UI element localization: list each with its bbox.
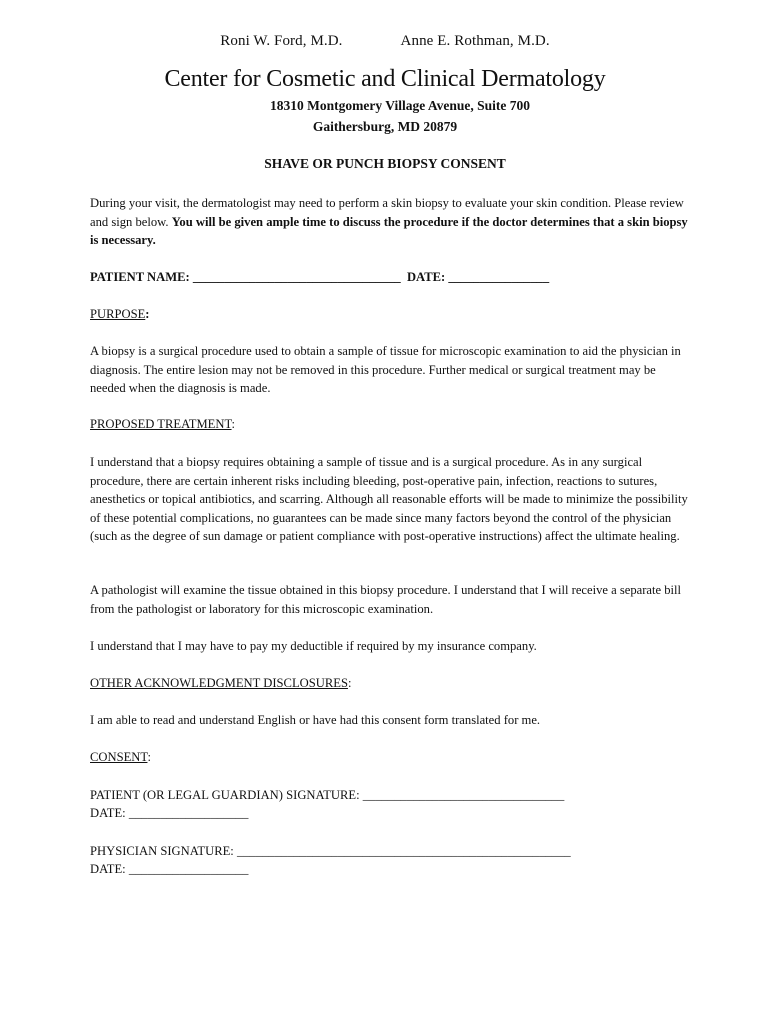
proposed-treatment-paragraph-3: I understand that I may have to pay my deductible if required by my insurance company. — [90, 639, 537, 653]
doctor-name-1: Roni W. Ford, M.D. — [220, 33, 343, 49]
other-disclosures-heading-line — [90, 674, 690, 693]
consent-heading-line — [90, 748, 690, 767]
proposed-treatment-heading: PROPOSED TREATMENT — [90, 417, 232, 431]
other-disclosures-heading: OTHER ACKNOWLEDGMENT DISCLOSURES — [90, 676, 348, 690]
physician-signature-field[interactable]: _____________________________________________________ — [236, 844, 571, 858]
patient-signature-label: PATIENT (OR LEGAL GUARDIAN) SIGNATURE: — [90, 788, 363, 802]
intro-bold-text: You will be given ample time to discuss the procedure if the doctor determines that a skin biopsy is necessary. — [90, 214, 688, 247]
physician-signature-date-field[interactable]: ___________________ — [128, 862, 249, 876]
other-disclosures-colon: : — [347, 676, 352, 690]
patient-name-label: PATIENT NAME: — [90, 270, 193, 284]
proposed-treatment-paragraph-1: I understand that a biopsy requires obtaining a sample of tissue and is a surgical procedure. As in any surgical procedure, there are certain inherent risks including bleeding, post-operative pain, infection, reactions to sutures, anesthetics or topical antibiotics, and scarring. Although all reasonable efforts will be made to minimize the possibility of these potential complications, no guarantees can be made since many factors beyond the control of the physician (such as the degree of sun damage or patient compliance with post-operative instructions) affect the ultimate healing. — [90, 455, 688, 543]
patient-signature-date-field[interactable]: ___________________ — [128, 806, 249, 820]
consent-heading: CONSENT — [90, 750, 148, 764]
doctor-name-2: Anne E. Rothman, M.D. — [400, 33, 550, 49]
proposed-treatment-colon: : — [231, 417, 236, 431]
patient-signature-line — [90, 786, 690, 805]
doctor-names — [0, 33, 770, 50]
physician-signature-label: PHYSICIAN SIGNATURE: — [90, 844, 237, 858]
patient-signature-field[interactable]: ________________________________ — [362, 788, 565, 802]
clinic-name: Center for Cosmetic and Clinical Dermatology — [164, 66, 606, 92]
physician-signature-date-label: DATE: — [90, 862, 129, 876]
patient-name-field[interactable]: _________________________________ — [192, 270, 401, 284]
form-title: SHAVE OR PUNCH BIOPSY CONSENT — [264, 156, 506, 171]
patient-date-field[interactable]: ________________ — [448, 270, 550, 284]
purpose-paragraph: A biopsy is a surgical procedure used to obtain a sample of tissue for microscopic examination to aid the physician in diagnosis. The entire lesion may not be removed in this procedure. Further medical or surgical treatment may be needed when the diagnosis is made. — [90, 344, 681, 395]
consent-colon: : — [147, 750, 151, 764]
intro-text: During your visit, the dermatologist may need to perform a skin biopsy to evaluate your skin condition. Please review and sign below. — [90, 196, 684, 229]
purpose-heading: PURPOSE — [90, 307, 146, 321]
intro-paragraph — [90, 194, 690, 250]
physician-signature-line — [90, 842, 690, 861]
patient-signature-date-line — [90, 804, 690, 823]
proposed-treatment-paragraph-2: A pathologist will examine the tissue obtained in this biopsy procedure. I understand that I will receive a separate bill from the pathologist or laboratory for this microscopic examination. — [90, 583, 682, 616]
proposed-treatment-heading-line — [90, 415, 690, 434]
address-line-1: 18310 Montgomery Village Avenue, Suite 700 — [270, 98, 530, 113]
physician-signature-date-line — [90, 860, 690, 879]
patient-name-line — [90, 268, 690, 287]
patient-signature-date-label: DATE: — [90, 806, 129, 820]
purpose-heading-line — [90, 305, 690, 324]
address-line-2: Gaithersburg, MD 20879 — [312, 119, 458, 134]
purpose-colon: : — [145, 307, 150, 321]
other-disclosures-paragraph: I am able to read and understand English or have had this consent form translated for me. — [90, 713, 541, 727]
patient-date-label: DATE: — [406, 270, 449, 284]
